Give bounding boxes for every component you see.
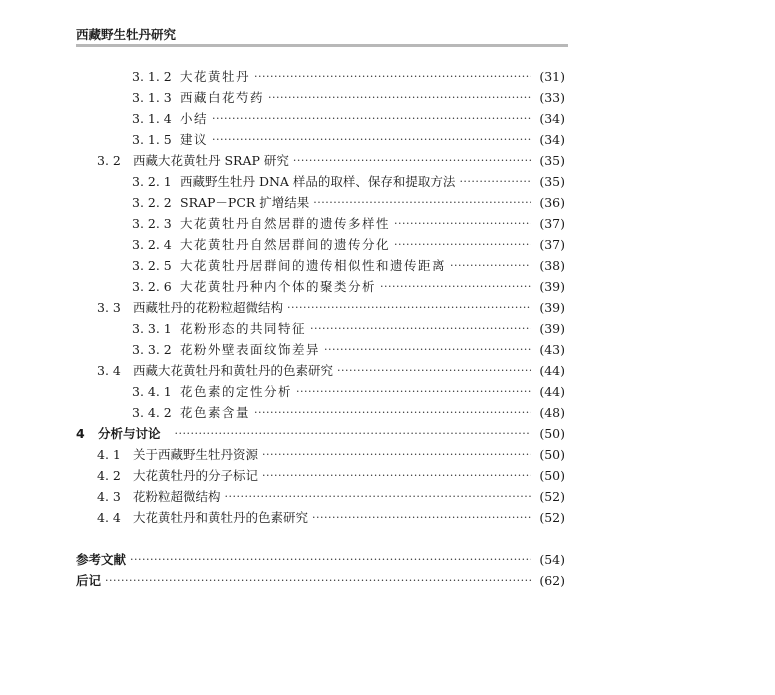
dot-leader: [130, 552, 531, 568]
toc-entry-page: (44): [539, 384, 565, 399]
toc-entry-title: 西藏牡丹的花粉粒超微结构: [133, 300, 284, 315]
toc-entry-title: 花色素含量: [180, 405, 251, 420]
dot-leader: [268, 90, 531, 106]
toc-entry-number: 3. 3. 2: [132, 342, 172, 357]
toc-entry[interactable]: [132, 258, 565, 274]
dot-leader: [324, 342, 531, 358]
dot-leader: [459, 174, 531, 190]
toc-entry-number: 3. 1. 2: [132, 69, 172, 84]
toc-entry-page: (39): [539, 321, 565, 336]
toc-entry[interactable]: [132, 195, 565, 211]
toc-entry-number: 4: [76, 426, 85, 441]
toc-entry[interactable]: [132, 321, 565, 337]
dot-leader: [175, 426, 531, 442]
toc-entry-number: 3. 1. 4: [132, 111, 172, 126]
dot-leader: [337, 363, 531, 379]
toc-entry-title: 花粉外壁表面纹饰差异: [180, 342, 321, 357]
toc-entry[interactable]: [132, 132, 565, 148]
toc-entry[interactable]: [97, 510, 565, 526]
toc-entry-title: 西藏大花黄牡丹 SRAP 研究: [133, 153, 289, 168]
toc-entry-title: 小结: [180, 111, 209, 126]
toc-entry-title: 花粉粒超微结构: [133, 489, 221, 504]
dot-leader: [312, 510, 531, 526]
toc-entry-page: (48): [539, 405, 565, 420]
toc-entry-page: (62): [539, 573, 565, 588]
toc-entry[interactable]: [97, 468, 565, 484]
toc-entry-number: 3. 2. 3: [132, 216, 172, 231]
toc-entry-number: 3. 2. 5: [132, 258, 172, 273]
toc-entry-number: 3. 1. 5: [132, 132, 172, 147]
toc-entry[interactable]: [97, 363, 565, 379]
toc-entry-number: 3. 4. 2: [132, 405, 172, 420]
toc-entry-title: 大花黄牡丹自然居群间的遗传分化: [180, 237, 391, 252]
toc-entry-number: 3. 4. 1: [132, 384, 172, 399]
toc-entry-number: 3. 2. 1: [132, 174, 172, 189]
toc-entry-title: 分析与讨论: [98, 426, 161, 441]
toc-entry-page: (34): [539, 132, 565, 147]
dot-leader: [380, 279, 531, 295]
toc-entry-number: 3. 2. 4: [132, 237, 172, 252]
dot-leader: [394, 216, 531, 232]
toc-entry-title: 大花黄牡丹居群间的遗传相似性和遗传距离: [180, 258, 447, 273]
dot-leader: [225, 489, 531, 505]
toc-entry-page: (38): [539, 258, 565, 273]
dot-leader: [296, 384, 531, 400]
dot-leader: [287, 300, 531, 316]
toc-entry-title: 后记: [76, 573, 102, 588]
toc-entry[interactable]: [132, 174, 565, 190]
toc-entry-title: SRAP－PCR 扩增结果: [180, 195, 310, 210]
toc-entry-title: 大花黄牡丹: [180, 69, 251, 84]
dot-leader: [212, 132, 531, 148]
toc-entry[interactable]: [97, 489, 565, 505]
toc-entry-page: (37): [539, 237, 565, 252]
toc-entry-page: (34): [539, 111, 565, 126]
toc-entry-page: (35): [539, 174, 565, 189]
toc-entry[interactable]: [132, 405, 565, 421]
toc-entry-page: (36): [539, 195, 565, 210]
toc-entry[interactable]: [132, 90, 565, 106]
toc-entry-number: 3. 1. 3: [132, 90, 172, 105]
toc-entry-page: (54): [539, 552, 565, 567]
toc-entry-title: 大花黄牡丹种内个体的聚类分析: [180, 279, 377, 294]
toc-entry-page: (31): [539, 69, 565, 84]
toc-entry-page: (33): [539, 90, 565, 105]
toc-entry-title: 参考文献: [76, 552, 127, 567]
toc-entry[interactable]: [132, 111, 565, 127]
toc-entry-title: 建议: [180, 132, 209, 147]
toc-entry-page: (50): [539, 426, 565, 441]
toc-entry-title: 大花黄牡丹和黄牡丹的色素研究: [133, 510, 309, 525]
toc-entry-number: 4. 2: [97, 468, 121, 483]
dot-leader: [262, 447, 531, 463]
toc-entry[interactable]: [97, 300, 565, 316]
dot-leader: [313, 195, 531, 211]
toc-entry[interactable]: [76, 426, 565, 442]
toc-entry[interactable]: [132, 237, 565, 253]
toc-entry[interactable]: [132, 69, 565, 85]
dot-leader: [293, 153, 531, 169]
toc-entry-page: (35): [539, 153, 565, 168]
toc-entry-title: 西藏大花黄牡丹和黄牡丹的色素研究: [133, 363, 334, 378]
toc-entry-title: 关于西藏野生牡丹资源: [133, 447, 259, 462]
dot-leader: [262, 468, 531, 484]
toc-entry[interactable]: [97, 153, 565, 169]
toc-entry-number: 4. 4: [97, 510, 121, 525]
dot-leader: [105, 573, 531, 589]
toc-entry[interactable]: [132, 384, 565, 400]
toc-entry-afterword[interactable]: [76, 573, 565, 589]
toc-entry-title: 西藏白花芍药: [180, 90, 265, 105]
toc-entry[interactable]: [132, 216, 565, 232]
dot-leader: [212, 111, 531, 127]
toc-entry[interactable]: [132, 279, 565, 295]
toc-entry-number: 3. 4: [97, 363, 121, 378]
toc-entry-number: 4. 1: [97, 447, 121, 462]
dot-leader: [254, 69, 531, 85]
toc-entry-page: (39): [539, 300, 565, 315]
toc-entry-page: (50): [539, 447, 565, 462]
toc-entry-page: (52): [539, 489, 565, 504]
toc-entry-page: (52): [539, 510, 565, 525]
toc-entry[interactable]: [97, 447, 565, 463]
toc-entry-title: 花粉形态的共同特征: [180, 321, 307, 336]
toc-entry-number: 3. 2. 6: [132, 279, 172, 294]
toc-entry-title: 大花黄牡丹的分子标记: [133, 468, 259, 483]
toc-entry-references[interactable]: [76, 552, 565, 568]
toc-entry-page: (37): [539, 216, 565, 231]
toc-entry-number: 3. 3: [97, 300, 121, 315]
toc-entry-page: (39): [539, 279, 565, 294]
running-header: 西藏野生牡丹研究: [76, 27, 177, 42]
toc-entry-page: (50): [539, 468, 565, 483]
toc-entry-number: 3. 2. 2: [132, 195, 172, 210]
toc-entry-page: (43): [539, 342, 565, 357]
toc-entry-title: 西藏野生牡丹 DNA 样品的取样、保存和提取方法: [180, 174, 456, 189]
dot-leader: [254, 405, 531, 421]
toc-entry-number: 3. 3. 1: [132, 321, 172, 336]
toc-entry[interactable]: [132, 342, 565, 358]
header-rule: [76, 44, 568, 47]
toc-entry-page: (44): [539, 363, 565, 378]
dot-leader: [394, 237, 531, 253]
toc-entry-title: 大花黄牡丹自然居群的遗传多样性: [180, 216, 391, 231]
toc-entry-title: 花色素的定性分析: [180, 384, 293, 399]
toc-entry-number: 4. 3: [97, 489, 121, 504]
toc-entry-number: 3. 2: [97, 153, 121, 168]
dot-leader: [450, 258, 531, 274]
dot-leader: [310, 321, 531, 337]
